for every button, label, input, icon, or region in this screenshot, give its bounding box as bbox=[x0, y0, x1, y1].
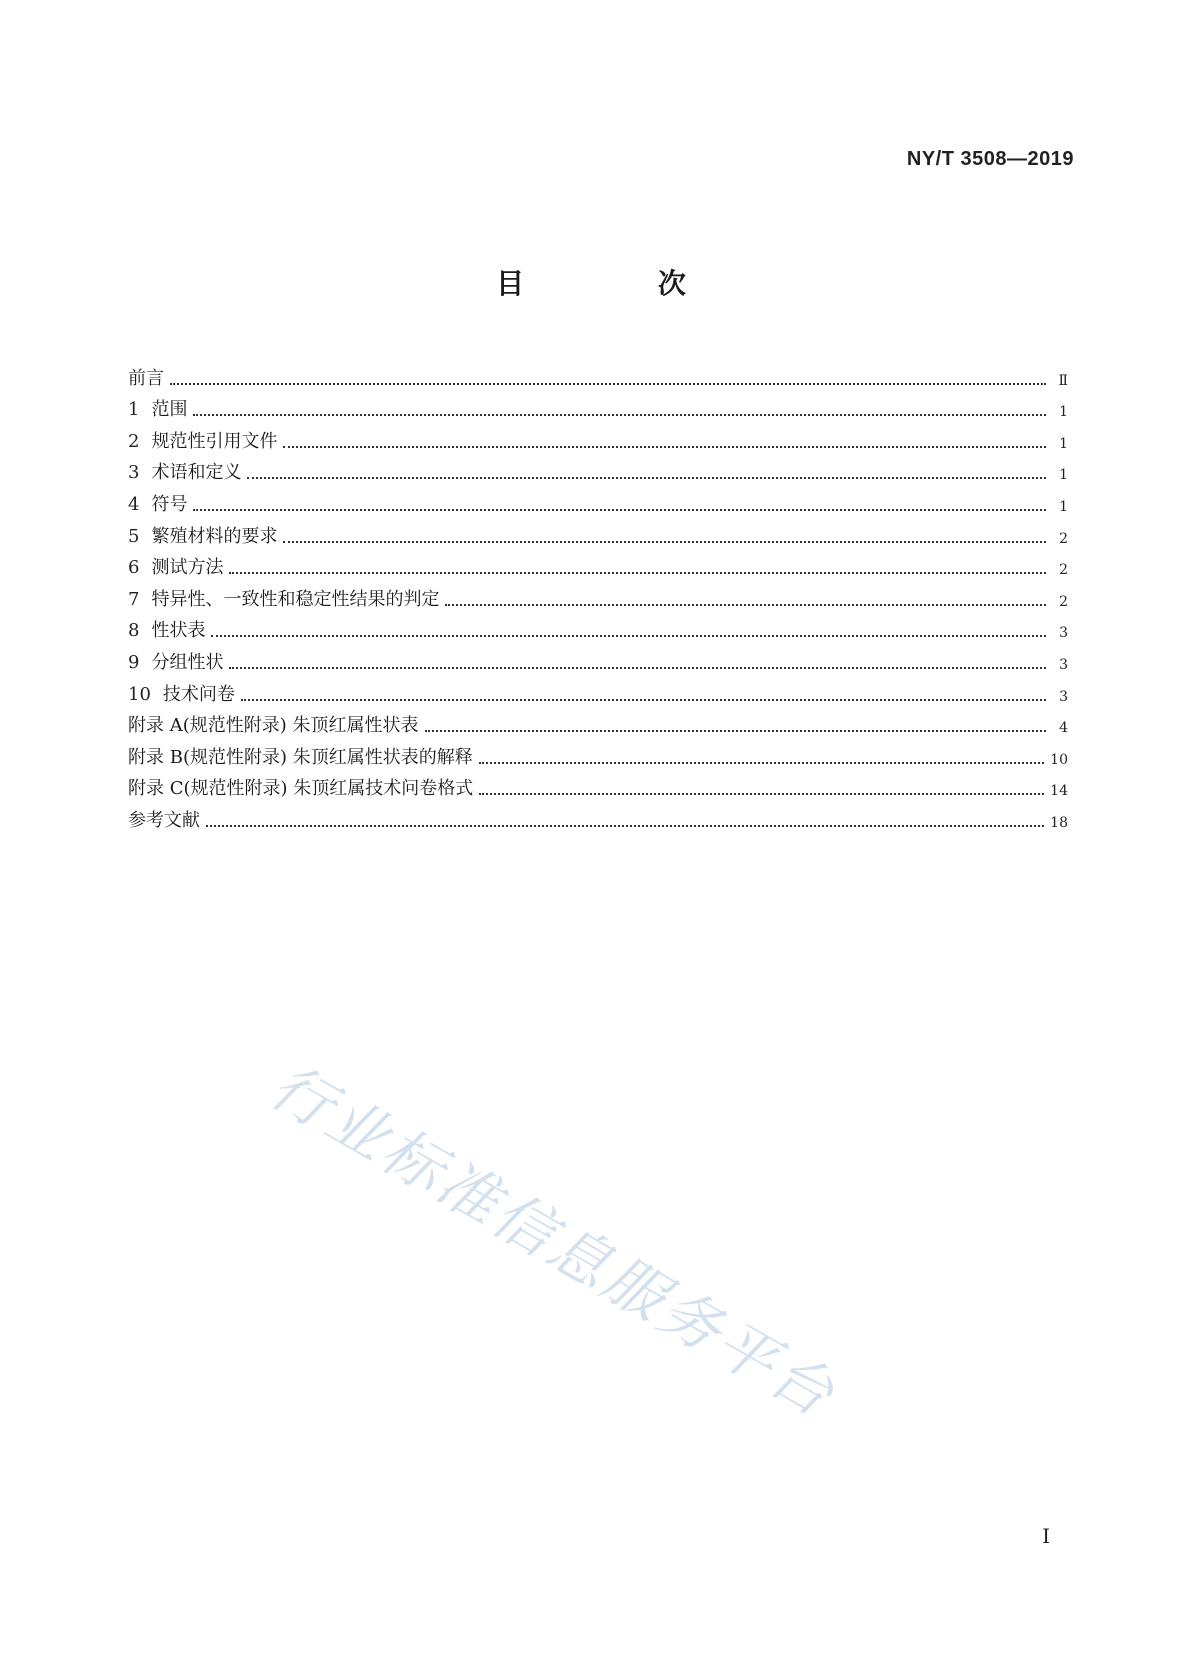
toc-entry-page: 2 bbox=[1059, 562, 1068, 579]
toc-entry-title: 附录 C(规范性附录) 朱顶红属技术问卷格式 bbox=[128, 778, 474, 800]
toc-entry-page: 10 bbox=[1050, 751, 1068, 768]
toc-entry[interactable] bbox=[128, 642, 1068, 674]
toc-entry-title: 符号 bbox=[151, 493, 188, 515]
toc-entry-number: 10 bbox=[128, 683, 151, 705]
toc-entry-page: 18 bbox=[1050, 814, 1068, 831]
toc-leader-dots bbox=[206, 825, 1044, 827]
toc-entry-number: 6 bbox=[128, 557, 140, 579]
toc-entry[interactable] bbox=[128, 769, 1068, 801]
toc-entry-number: 4 bbox=[128, 493, 140, 515]
toc-entry-title: 前言 bbox=[128, 367, 164, 389]
toc-entry[interactable] bbox=[128, 421, 1068, 453]
toc-entry-title: 范围 bbox=[151, 399, 188, 421]
toc-leader-dots bbox=[193, 414, 1046, 416]
toc-entry-title: 特异性、一致性和稳定性结果的判定 bbox=[151, 588, 440, 610]
toc-leader-dots bbox=[283, 446, 1046, 448]
watermark: 行业标准信息服务平台 bbox=[258, 1051, 848, 1432]
toc-entry-page: 2 bbox=[1059, 530, 1068, 547]
toc-entry-page: Ⅱ bbox=[1058, 372, 1068, 389]
toc-entry-title: 参考文献 bbox=[128, 809, 200, 831]
toc-entry-title: 性状表 bbox=[151, 620, 206, 642]
toc-entry-number: 1 bbox=[128, 399, 140, 421]
toc-leader-dots bbox=[211, 635, 1046, 637]
table-of-contents bbox=[128, 358, 1068, 832]
toc-entry[interactable] bbox=[128, 674, 1068, 706]
toc-entry[interactable] bbox=[128, 358, 1068, 390]
toc-leader-dots bbox=[229, 667, 1046, 669]
toc-entry-page: 1 bbox=[1059, 467, 1068, 484]
toc-entry-page: 1 bbox=[1059, 404, 1068, 421]
toc-entry[interactable] bbox=[128, 453, 1068, 485]
toc-entry-number: 8 bbox=[128, 620, 140, 642]
toc-entry-title: 附录 A(规范性附录) 朱顶红属性状表 bbox=[128, 715, 419, 737]
toc-entry-number: 2 bbox=[128, 430, 140, 452]
toc-leader-dots bbox=[283, 541, 1046, 543]
toc-entry[interactable] bbox=[128, 516, 1068, 548]
toc-entry-title: 分组性状 bbox=[151, 651, 224, 673]
toc-entry-page: 2 bbox=[1059, 593, 1068, 610]
toc-entry-page: 14 bbox=[1050, 783, 1068, 800]
toc-leader-dots bbox=[445, 604, 1046, 606]
toc-entry-number: 5 bbox=[128, 525, 140, 547]
toc-entry-title: 繁殖材料的要求 bbox=[151, 525, 278, 547]
toc-entry[interactable] bbox=[128, 390, 1068, 422]
page-number: I bbox=[1042, 1524, 1050, 1548]
toc-entry[interactable] bbox=[128, 706, 1068, 738]
toc-entry-page: 4 bbox=[1059, 720, 1068, 737]
toc-entry[interactable] bbox=[128, 800, 1068, 832]
toc-entry-title: 技术问卷 bbox=[162, 683, 235, 705]
toc-entry-title: 测试方法 bbox=[151, 557, 224, 579]
toc-entry-number: 3 bbox=[128, 462, 140, 484]
toc-entry-number: 9 bbox=[128, 651, 140, 673]
toc-leader-dots bbox=[170, 383, 1046, 385]
toc-entry[interactable] bbox=[128, 737, 1068, 769]
toc-entry-number: 7 bbox=[128, 588, 140, 610]
standard-code: NY/T 3508—2019 bbox=[906, 148, 1074, 170]
toc-leader-dots bbox=[247, 477, 1046, 479]
toc-entry-page: 1 bbox=[1059, 435, 1068, 452]
toc-entry[interactable] bbox=[128, 611, 1068, 643]
toc-entry[interactable] bbox=[128, 548, 1068, 580]
toc-leader-dots bbox=[229, 572, 1046, 574]
toc-leader-dots bbox=[425, 730, 1047, 732]
toc-leader-dots bbox=[479, 793, 1044, 795]
toc-entry-page: 3 bbox=[1059, 625, 1068, 642]
toc-leader-dots bbox=[193, 509, 1046, 511]
toc-entry-title: 附录 B(规范性附录) 朱顶红属性状表的解释 bbox=[128, 746, 473, 768]
toc-leader-dots bbox=[241, 699, 1046, 701]
toc-leader-dots bbox=[479, 762, 1044, 764]
toc-title: 目 次 bbox=[496, 267, 748, 300]
toc-entry-title: 术语和定义 bbox=[151, 462, 242, 484]
toc-entry[interactable] bbox=[128, 484, 1068, 516]
toc-entry-page: 1 bbox=[1059, 498, 1068, 515]
toc-entry[interactable] bbox=[128, 579, 1068, 611]
toc-entry-title: 规范性引用文件 bbox=[151, 430, 278, 452]
toc-entry-page: 3 bbox=[1059, 688, 1068, 705]
toc-entry-page: 3 bbox=[1059, 656, 1068, 673]
